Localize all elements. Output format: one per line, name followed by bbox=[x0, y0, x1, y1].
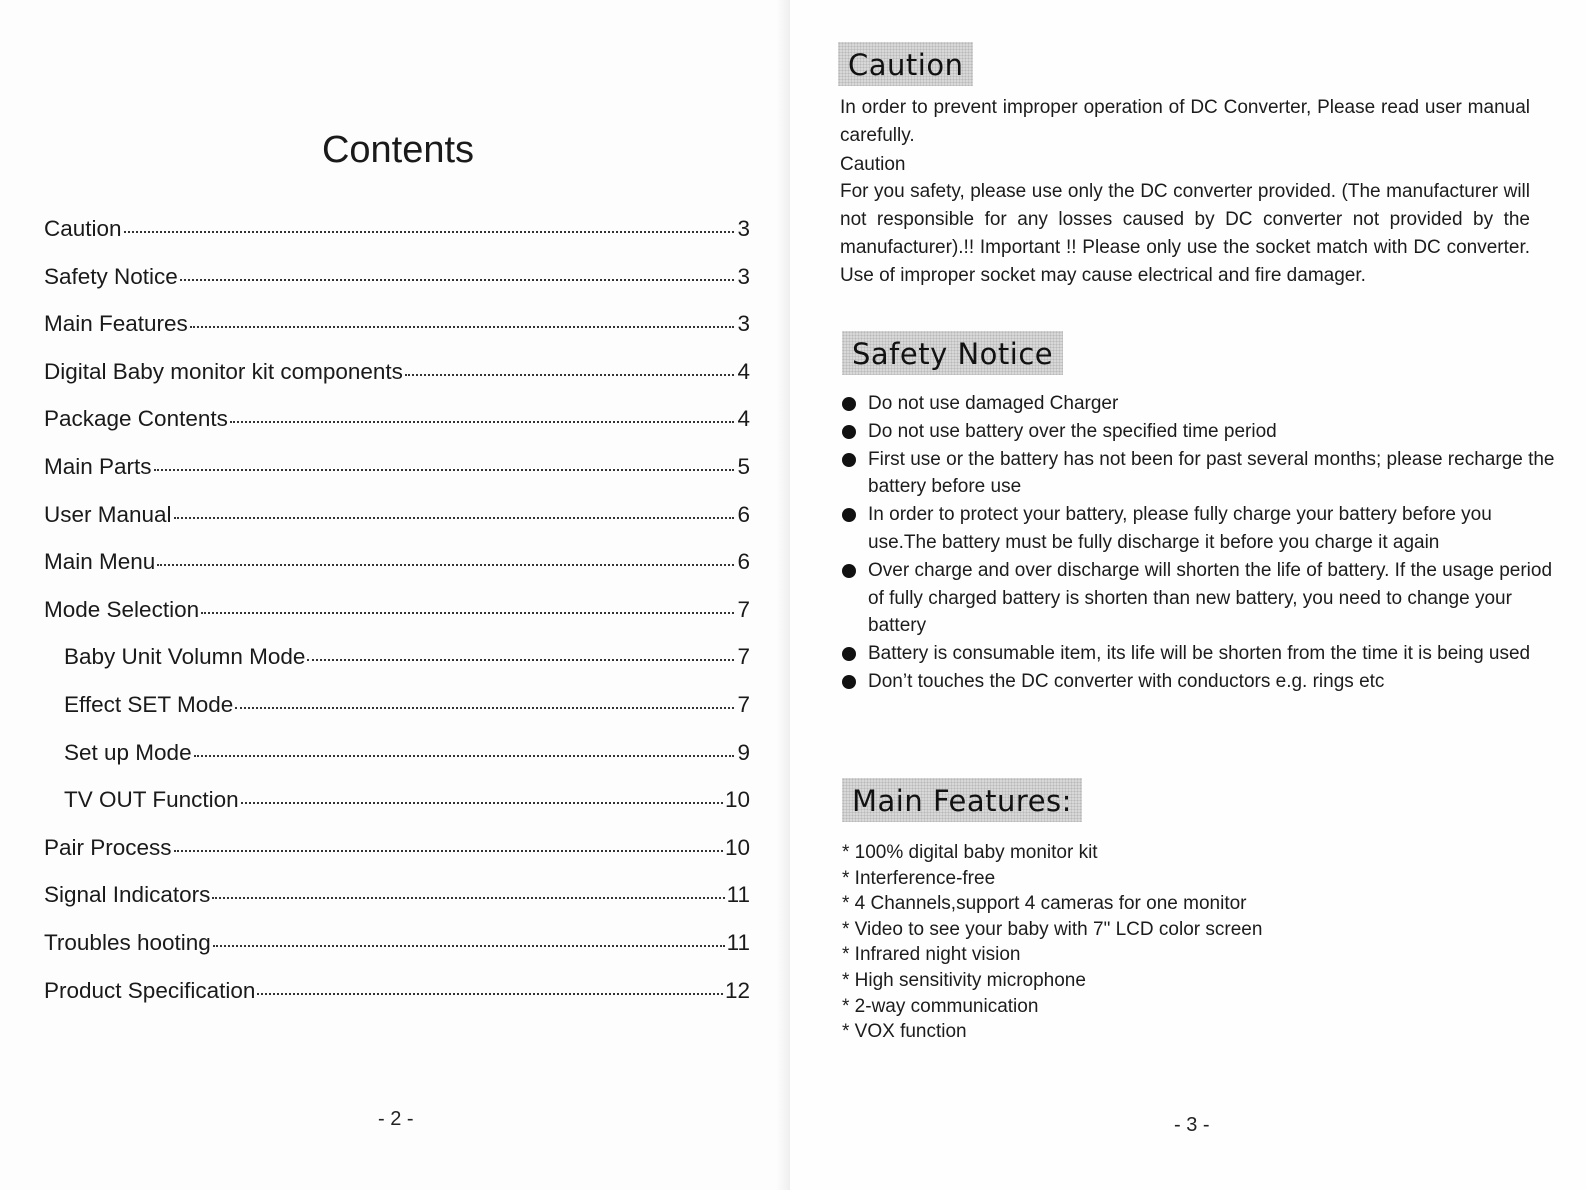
contents-page bbox=[0, 0, 790, 1190]
toc-entry-page: 3 bbox=[737, 311, 750, 337]
toc-entry-page: 3 bbox=[737, 263, 750, 289]
page-number-left: - 2 - bbox=[378, 1108, 414, 1130]
toc-entry-page: 12 bbox=[724, 977, 750, 1003]
table-of-contents bbox=[44, 216, 750, 1025]
toc-entry-page: 7 bbox=[737, 596, 750, 622]
safety-notice-text: In order to protect your battery, please fully charge your battery before you use.The battery must be fully discharge it before you charge it again bbox=[868, 504, 1492, 553]
safety-notice-text: Do not use battery over the specified time period bbox=[868, 420, 1277, 442]
feature-item: * VOX function bbox=[842, 1021, 967, 1043]
bullet-icon bbox=[842, 397, 856, 411]
main-features-heading: Main Features: bbox=[842, 778, 1082, 822]
toc-entry bbox=[44, 311, 750, 359]
feature-item: * Interference-free bbox=[842, 867, 996, 889]
toc-entry-page: 9 bbox=[737, 739, 750, 765]
safety-notice-list bbox=[840, 390, 1556, 696]
toc-entry-label: TV OUT Function bbox=[64, 787, 239, 813]
toc-dot-leader bbox=[190, 325, 734, 328]
toc-entry bbox=[44, 502, 750, 550]
bullet-icon bbox=[842, 425, 856, 439]
toc-entry bbox=[44, 406, 750, 454]
toc-dot-leader bbox=[212, 896, 724, 899]
toc-dot-leader bbox=[230, 420, 734, 423]
safety-notice-text: First use or the battery has not been for past several months; please recharge the battery before use bbox=[868, 448, 1555, 498]
toc-entry-page: 11 bbox=[726, 882, 750, 908]
toc-entry-label: Baby Unit Volumn Mode bbox=[64, 644, 306, 670]
main-features-list bbox=[842, 840, 1262, 1045]
toc-dot-leader bbox=[201, 611, 734, 614]
toc-dot-leader bbox=[174, 849, 723, 852]
toc-entry bbox=[44, 930, 750, 978]
toc-entry-label: Product Specification bbox=[44, 977, 256, 1003]
bullet-icon bbox=[842, 675, 856, 689]
toc-dot-leader bbox=[180, 278, 734, 281]
feature-item: * Infrared night vision bbox=[842, 944, 1021, 966]
toc-dot-leader bbox=[194, 754, 734, 757]
bullet-icon bbox=[842, 453, 856, 467]
feature-item: * 4 Channels,support 4 cameras for one monitor bbox=[842, 893, 1247, 915]
toc-dot-leader bbox=[124, 230, 734, 233]
toc-entry-label: Effect SET Mode bbox=[64, 691, 234, 717]
feature-item: * 100% digital baby monitor kit bbox=[842, 842, 1098, 863]
toc-entry bbox=[44, 882, 750, 930]
toc-entry-label: Safety Notice bbox=[44, 263, 178, 289]
feature-item: * High sensitivity microphone bbox=[842, 969, 1086, 991]
safety-notice-heading: Safety Notice bbox=[842, 331, 1063, 375]
toc-entry bbox=[44, 644, 750, 692]
safety-notice-item bbox=[840, 668, 1556, 696]
toc-entry-label: Main Parts bbox=[44, 453, 152, 479]
toc-entry-page: 7 bbox=[737, 644, 750, 670]
safety-notice-text: Don’t touches the DC converter with conductors e.g. rings etc bbox=[868, 670, 1385, 692]
toc-entry-page: 4 bbox=[737, 406, 750, 432]
toc-dot-leader bbox=[154, 468, 734, 471]
toc-entry bbox=[44, 264, 750, 312]
toc-entry-page: 5 bbox=[737, 453, 750, 479]
toc-entry-label: Main Menu bbox=[44, 549, 156, 575]
caution-heading: Caution bbox=[838, 42, 973, 86]
toc-entry bbox=[44, 740, 750, 788]
safety-notice-item bbox=[840, 390, 1556, 418]
feature-item: * Video to see your baby with 7" LCD color screen bbox=[842, 918, 1263, 940]
toc-entry-label: Signal Indicators bbox=[44, 882, 211, 908]
toc-dot-leader bbox=[235, 706, 734, 709]
safety-notice-text: Battery is consumable item, its life will be shorten from the time it is being used bbox=[868, 643, 1531, 665]
toc-entry-page: 4 bbox=[737, 358, 750, 384]
toc-entry bbox=[44, 549, 750, 597]
toc-dot-leader bbox=[405, 373, 734, 376]
toc-entry bbox=[44, 454, 750, 502]
safety-notice-text: Do not use damaged Charger bbox=[868, 393, 1119, 414]
toc-entry bbox=[44, 597, 750, 645]
toc-entry-label: Caution bbox=[44, 216, 122, 241]
bullet-icon bbox=[842, 508, 856, 522]
toc-entry-label: Mode Selection bbox=[44, 596, 200, 622]
toc-dot-leader bbox=[174, 516, 734, 519]
page-number-right: - 3 - bbox=[1174, 1114, 1210, 1136]
toc-dot-leader bbox=[257, 992, 723, 995]
safety-notice-text: Over charge and over discharge will shorten the life of battery. If the usage period of fully charged battery is shorten than new battery, you need to change your battery bbox=[868, 559, 1553, 637]
caution-subheading: Caution bbox=[840, 154, 906, 175]
safety-notice-item bbox=[840, 446, 1556, 502]
toc-entry-page: 6 bbox=[737, 501, 750, 527]
safety-notice-item bbox=[840, 418, 1556, 446]
toc-entry-label: User Manual bbox=[44, 501, 172, 527]
toc-dot-leader bbox=[241, 801, 723, 804]
toc-entry-page: 6 bbox=[737, 549, 750, 575]
toc-entry bbox=[44, 216, 750, 264]
caution-page bbox=[790, 0, 1586, 1190]
toc-entry-page: 7 bbox=[737, 691, 750, 717]
feature-item: * 2-way communication bbox=[842, 995, 1039, 1017]
toc-entry-page: 11 bbox=[726, 929, 750, 955]
safety-notice-item bbox=[840, 557, 1556, 640]
toc-entry-label: Main Features bbox=[44, 311, 188, 337]
bullet-icon bbox=[842, 564, 856, 578]
toc-entry bbox=[44, 835, 750, 883]
caution-body: For you safety, please use only the DC converter provided. (The manufacturer will not responsible for any losses caused by DC converter not provided by the manufacturer).!! Important !! Please only use the socket match with DC converter. Use of improper socket may cause electrical and fire damager. bbox=[840, 181, 1530, 286]
caution-intro: In order to prevent improper operation of DC Converter, Please read user manual carefully. bbox=[840, 97, 1530, 146]
toc-entry-label: Package Contents bbox=[44, 406, 228, 432]
bullet-icon bbox=[842, 647, 856, 661]
toc-entry-label: Troubles hooting bbox=[44, 929, 211, 955]
toc-dot-leader bbox=[157, 563, 734, 566]
toc-entry-label: Digital Baby monitor kit components bbox=[44, 358, 403, 384]
toc-entry-label: Pair Process bbox=[44, 834, 172, 860]
toc-entry bbox=[44, 787, 750, 835]
toc-dot-leader bbox=[307, 658, 734, 661]
toc-entry-page: 3 bbox=[737, 216, 750, 241]
toc-entry-page: 10 bbox=[724, 787, 750, 813]
toc-entry bbox=[44, 359, 750, 407]
safety-notice-item bbox=[840, 640, 1556, 668]
toc-dot-leader bbox=[213, 944, 725, 947]
contents-title: Contents bbox=[321, 129, 475, 172]
safety-notice-item bbox=[840, 501, 1556, 557]
toc-entry bbox=[44, 692, 750, 740]
toc-entry-page: 10 bbox=[724, 834, 750, 860]
toc-entry bbox=[44, 978, 750, 1026]
toc-entry-label: Set up Mode bbox=[64, 739, 192, 765]
